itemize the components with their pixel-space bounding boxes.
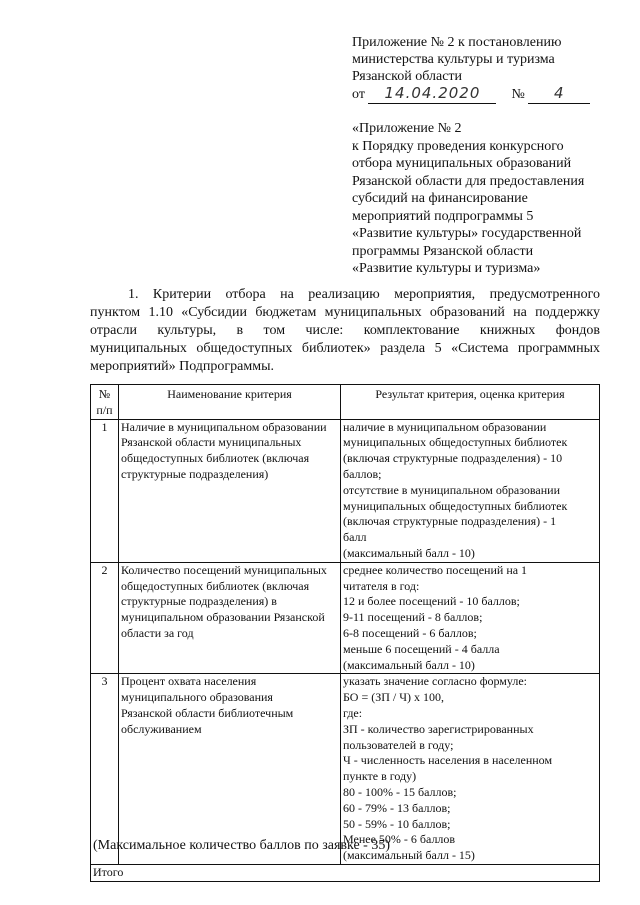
criterion-name-line: Количество посещений муниципальных bbox=[121, 562, 327, 577]
criterion-result-line: (максимальный балл - 10) bbox=[343, 545, 475, 560]
intro-line: 1. Критерии отбора на реализацию мероприятия, предусмотренного bbox=[128, 287, 600, 302]
criterion-name-line: Процент охвата населения bbox=[121, 674, 257, 689]
number-prefix: № bbox=[511, 87, 525, 102]
appendix-line: «Развитие культуры» государственной bbox=[352, 226, 582, 241]
criterion-result-line: 6-8 посещений - 6 баллов; bbox=[343, 625, 477, 640]
appendix-line: мероприятий подпрограммы 5 bbox=[352, 208, 534, 224]
criterion-result-line: читателя в год: bbox=[343, 578, 420, 593]
max-score-note: (Максимальное количество баллов по заявке - 35) bbox=[93, 838, 390, 853]
criterion-name-line: структурные подразделения) в bbox=[121, 594, 277, 609]
intro-line: мероприятий» Подпрограммы. bbox=[90, 359, 275, 374]
appendix-line: отбора муниципальных образований bbox=[352, 156, 572, 171]
intro-line: муниципальных общедоступных библиотек» раздела 5 «Система программных bbox=[90, 341, 600, 356]
appendix-line: субсидий на финансирование bbox=[352, 191, 528, 206]
date-prefix: от bbox=[352, 87, 365, 102]
criterion-result-line: 50 - 59% - 10 баллов; bbox=[343, 816, 451, 831]
criterion-name-line: общедоступных библиотек (включая bbox=[121, 578, 310, 593]
appendix-line: Рязанской области для предоставления bbox=[352, 173, 585, 189]
criterion-result-line: (максимальный балл - 10) bbox=[343, 657, 475, 672]
appendix-reference bbox=[352, 120, 602, 278]
criterion-name-cell bbox=[119, 674, 341, 865]
criterion-result-line: 9-11 посещений - 8 баллов; bbox=[343, 610, 483, 625]
criterion-result-line: где: bbox=[343, 705, 363, 720]
header-line-2: министерства культуры и туризма bbox=[352, 52, 555, 67]
criterion-result-line: 60 - 79% - 13 баллов; bbox=[343, 800, 451, 815]
total-row bbox=[91, 864, 600, 881]
criterion-name-line: общедоступных библиотек (включая bbox=[121, 451, 310, 466]
criterion-name-cell bbox=[119, 419, 341, 562]
header-num: № п/п bbox=[91, 385, 119, 420]
criteria-intro-paragraph bbox=[90, 286, 600, 376]
criterion-result-line: муниципальных общедоступных библиотек bbox=[343, 435, 568, 450]
criterion-name-line: структурные подразделения) bbox=[121, 466, 269, 481]
criterion-result-line: Ч - численность населения в населенном bbox=[343, 753, 553, 768]
criterion-result-line: баллов; bbox=[343, 466, 382, 481]
criterion-name-cell bbox=[119, 562, 341, 674]
table-row bbox=[91, 419, 600, 562]
handwritten-number: 4 bbox=[554, 84, 565, 102]
criterion-result-line: (включая структурные подразделения) - 1 bbox=[343, 514, 557, 529]
criterion-result-line: ЗП - количество зарегистрированных bbox=[343, 721, 534, 736]
table-row bbox=[91, 674, 600, 865]
criterion-result-cell bbox=[341, 562, 600, 674]
criterion-name-line: Наличие в муниципальном образовании bbox=[121, 419, 327, 434]
criterion-name-line: муниципального образования bbox=[121, 690, 273, 705]
criterion-result-line: меньше 6 посещений - 4 балла bbox=[343, 641, 500, 656]
header-line-1: Приложение № 2 к постановлению bbox=[352, 35, 562, 50]
criterion-result-line: БО = (ЗП / Ч) х 100, bbox=[343, 690, 445, 705]
table-row bbox=[91, 562, 600, 674]
header-criterion-name: Наименование критерия bbox=[119, 385, 341, 420]
criterion-result-line: 12 и более посещений - 10 баллов; bbox=[343, 594, 520, 609]
row-number: 3 bbox=[91, 674, 119, 865]
criterion-result-line: отсутствие в муниципальном образовании bbox=[343, 482, 561, 497]
criterion-result-line: Менее 50% - 6 баллов bbox=[343, 832, 456, 847]
handwritten-date: 14.04.2020 bbox=[384, 84, 481, 102]
date-number-line bbox=[352, 85, 602, 103]
appendix-line: программы Рязанской области bbox=[352, 243, 534, 259]
decree-header bbox=[352, 34, 602, 103]
criterion-result-line: 80 - 100% - 15 баллов; bbox=[343, 784, 457, 799]
appendix-line: «Развитие культуры и туризма» bbox=[352, 261, 541, 276]
criterion-result-line: муниципальных общедоступных библиотек bbox=[343, 498, 568, 513]
criterion-result-line: среднее количество посещений на 1 bbox=[343, 562, 528, 577]
appendix-line: «Приложение № 2 bbox=[352, 121, 462, 136]
criterion-result-line: (включая структурные подразделения) - 10 bbox=[343, 451, 563, 466]
criterion-result-line: (максимальный балл - 15) bbox=[343, 848, 475, 863]
appendix-line: к Порядку проведения конкурсного bbox=[352, 138, 564, 154]
criterion-name-line: муниципальном образовании Рязанской bbox=[121, 610, 325, 625]
criterion-name-line: Рязанской области муниципальных bbox=[121, 435, 302, 450]
criterion-result-line: наличие в муниципальном образовании bbox=[343, 419, 547, 434]
criterion-name-line: Рязанской области библиотечным bbox=[121, 705, 294, 720]
criterion-name-line: обслуживанием bbox=[121, 721, 202, 736]
criterion-result-cell bbox=[341, 674, 600, 865]
criterion-result-cell bbox=[341, 419, 600, 562]
number-field bbox=[528, 85, 590, 104]
row-number: 2 bbox=[91, 562, 119, 674]
criterion-result-line: пользователей в году; bbox=[343, 737, 454, 752]
date-field bbox=[368, 85, 496, 104]
row-number: 1 bbox=[91, 419, 119, 562]
total-label: Итого bbox=[91, 864, 600, 881]
criterion-result-line: балл bbox=[343, 530, 367, 545]
intro-line: отрасли культуры, в том числе: комплектование книжных фондов bbox=[90, 323, 600, 338]
criterion-result-line: пункте в году) bbox=[343, 769, 417, 784]
intro-line: пунктом 1.10 «Субсидии бюджетам муниципальных образований на поддержку bbox=[90, 305, 600, 320]
table-header-row bbox=[91, 385, 600, 420]
header-line-3: Рязанской области bbox=[352, 69, 463, 84]
criterion-name-line: области за год bbox=[121, 625, 194, 640]
header-criterion-result: Результат критерия, оценка критерия bbox=[341, 385, 600, 420]
criteria-table bbox=[90, 384, 600, 882]
criterion-result-line: указать значение согласно формуле: bbox=[343, 674, 527, 689]
